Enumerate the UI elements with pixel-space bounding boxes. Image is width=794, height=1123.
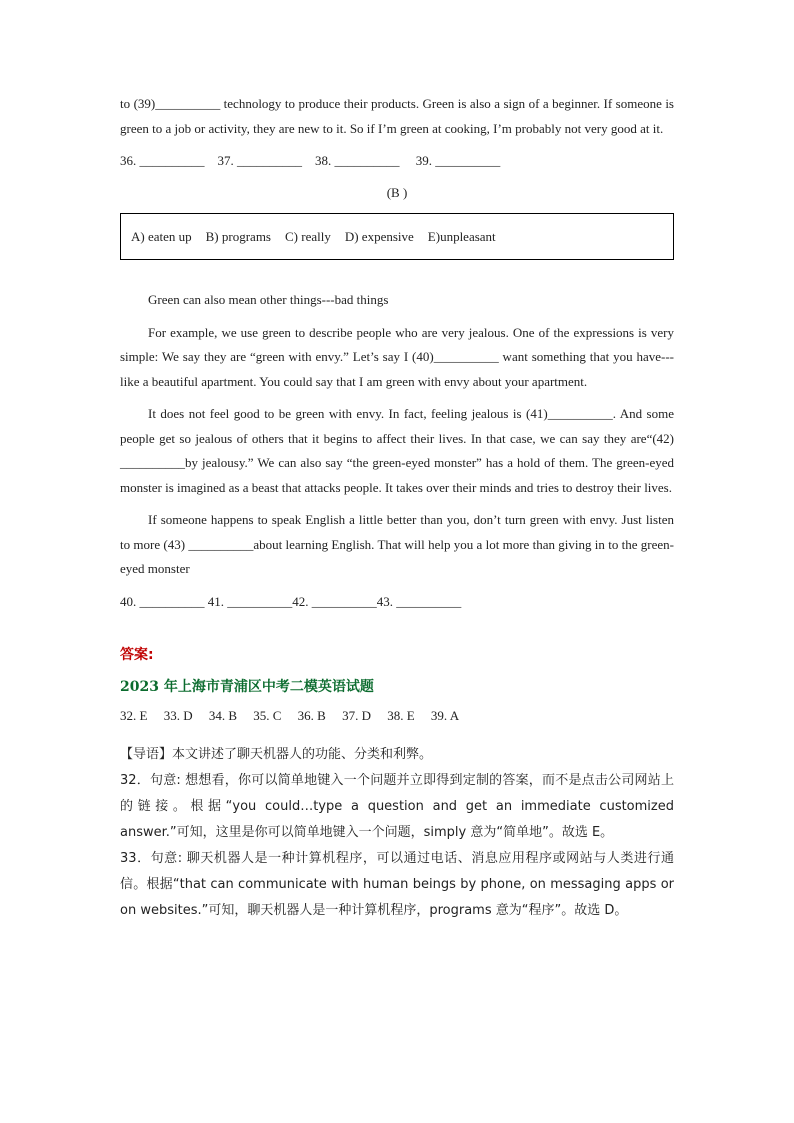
word-option-c: C) really	[285, 228, 331, 244]
passage-a-tail: to (39)__________ technology to produce their products. Green is also a sign of a beginner. If someone is green to a job or activity, they are new to it. So if I’m green at cooking, I’m probably not very good at it.	[120, 96, 674, 136]
answer-keys: 32. E 33. D 34. B 35. C 36. B 37. D 38. E 39. A	[120, 707, 460, 723]
explanation-q33: 33．句意: 聊天机器人是一种计算机程序，可以通过电话、消息应用程序或网站与人类进行通信。根据“that can communicate with human beings by phone, on messaging apps or on websites.”可知，聊天机器人是一种计算机程序，programs 意为“程序”。故选 D。	[120, 850, 674, 918]
word-option-b: B) programs	[205, 228, 271, 244]
word-bank-box	[120, 213, 674, 260]
document-page	[120, 92, 674, 924]
explanation-q32: 32．句意: 想想看，你可以简单地键入一个问题并立即得到定制的答案，而不是点击公司网站上的链接。根据“you could…type a question and get an immediate customized answer.”可知，这里是你可以简单地键入一个问题，simply 意为“简单地”。故选 E。	[120, 772, 674, 840]
passage-b-paragraph-1: Green can also mean other things---bad things	[148, 292, 389, 307]
word-option-e: E)unpleasant	[427, 228, 496, 244]
blanks-row-b: 40. __________ 41. __________42. __________43. __________	[120, 593, 462, 609]
passage-b-paragraph-4: If someone happens to speak English a little better than you, don’t turn green with envy. Just listen to more (43) __________about learning English. That will help you a lot more than giving in to the green-eyed monster	[120, 512, 674, 576]
blanks-row-a: 36. __________ 37. __________ 38. __________ 39. __________	[120, 153, 501, 168]
answer-label: 答案:	[120, 646, 154, 663]
exam-title: 2023 年上海市青浦区中考二模英语试题	[120, 678, 374, 695]
explanation-intro: 【导语】本文讲述了聊天机器人的功能、分类和利弊。	[120, 746, 433, 762]
word-option-a: A) eaten up	[131, 228, 192, 244]
passage-b-paragraph-3: It does not feel good to be green with envy. In fact, feeling jealous is (41)__________. And some people get so jealous of others that it begins to affect their lives. In that case, we can say they are“(42) __________by jealousy.” We can also say “the green-eyed monster” has a hold of them. The green-eyed monster is imagined as a beast that attacks people. It takes over their minds and tries to destroy their lives.	[120, 406, 674, 495]
word-option-d: D) expensive	[344, 228, 414, 244]
section-b-label: (B )	[386, 185, 408, 200]
passage-b-paragraph-2: For example, we use green to describe people who are very jealous. One of the expressions is very simple: We say they are “green with envy.” Let’s say I (40)__________ want something that you have---like a beautiful apartment. You could say that I am green with envy about your apartment.	[120, 324, 674, 389]
